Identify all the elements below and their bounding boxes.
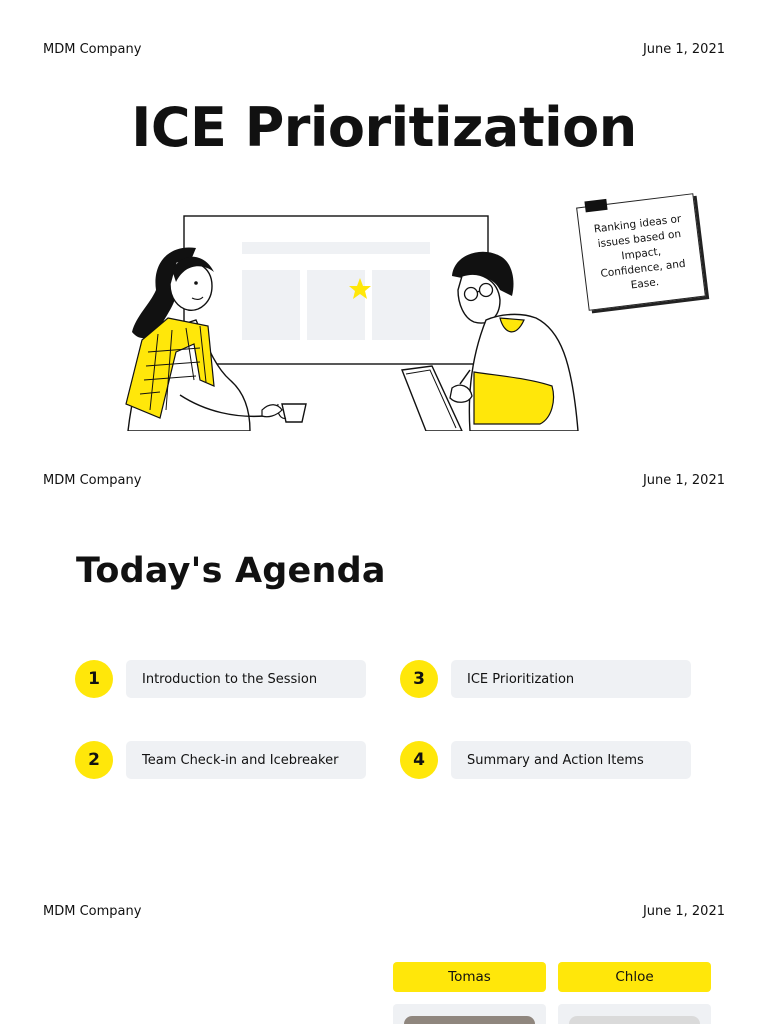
man-hand — [450, 385, 472, 402]
whiteboard-panel — [307, 270, 365, 340]
slide-title — [0, 0, 768, 431]
agenda-item-label: ICE Prioritization — [451, 660, 691, 698]
team-member-name: Tomas — [393, 962, 546, 992]
agenda-item-label: Summary and Action Items — [451, 741, 691, 779]
company-name: MDM Company — [43, 42, 142, 57]
whiteboard-panel — [372, 270, 430, 340]
agenda-item-label: Team Check-in and Icebreaker — [126, 741, 366, 779]
slide-team — [0, 862, 768, 1024]
agenda-number-badge: 3 — [400, 660, 438, 698]
agenda-title: Today's Agenda — [76, 551, 386, 591]
team-member-card — [558, 1004, 711, 1024]
company-name: MDM Company — [43, 473, 142, 488]
member-photo — [404, 1016, 535, 1024]
sticky-note-text: Ranking ideas or issues based on Impact, Confidence, and Ease. — [593, 212, 687, 292]
slide-date: June 1, 2021 — [642, 473, 725, 488]
agenda-item-label: Introduction to the Session — [126, 660, 366, 698]
company-name: MDM Company — [43, 904, 142, 919]
coffee-cup — [282, 404, 306, 422]
sticky-note — [576, 193, 706, 311]
agenda-number-badge: 4 — [400, 741, 438, 779]
whiteboard-panel — [242, 270, 300, 340]
member-photo — [569, 1016, 700, 1024]
agenda-number-badge: 2 — [75, 741, 113, 779]
team-member-name: Chloe — [558, 962, 711, 992]
team-member-card — [393, 1004, 546, 1024]
agenda-number-badge: 1 — [75, 660, 113, 698]
tape-icon — [584, 199, 607, 213]
slide-date: June 1, 2021 — [642, 42, 725, 57]
slide-agenda — [0, 431, 768, 862]
slide-date: June 1, 2021 — [642, 904, 725, 919]
whiteboard-header-bar — [242, 242, 430, 254]
page-title: ICE Prioritization — [131, 96, 637, 159]
